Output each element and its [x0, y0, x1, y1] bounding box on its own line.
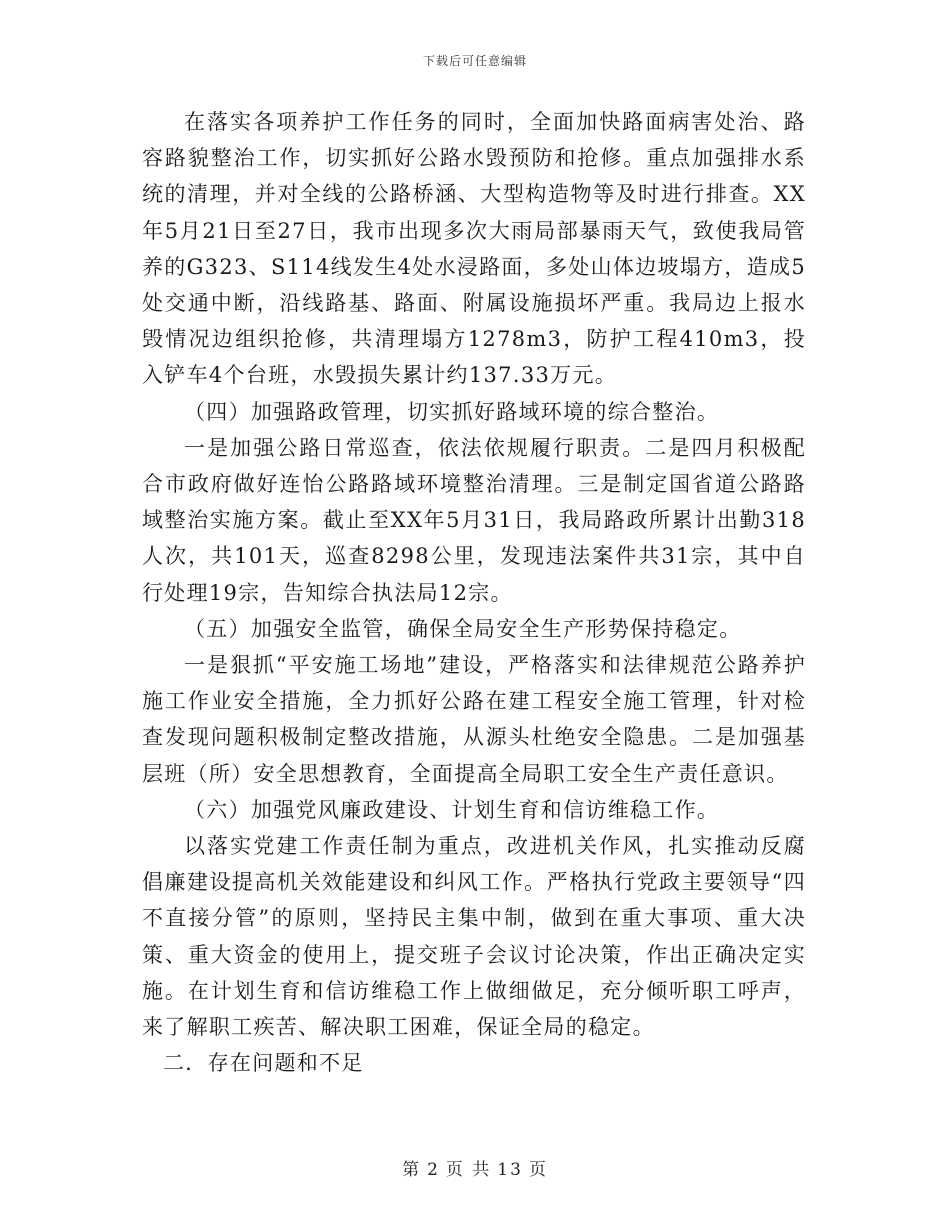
paragraph-maintenance: 在落实各项养护工作任务的同时，全面加快路面病害处治、路容路貌整治工作，切实抓好公路水毁预防和抢修。重点加强排水系统的清理，并对全线的公路桥涵、大型构造物等及时进行排查。XX年5月21日至27日，我市出现多次大雨局部暴雨天气，致使我局管养的G323、S114线发生4处水浸路面，多处山体边坡塌方，造成5处交通中断，沿线路基、路面、附属设施损坏严重。我局边上报水毁情况边组织抢修，共清理塌方1278m3，防护工程410m3，投入铲车4个台班，水毁损失累计约137.33万元。 [142, 110, 806, 388]
footer-total-pages: 13 [497, 1160, 523, 1180]
section-heading-road-administration: （四）加强路政管理，切实抓好路域环境的综合整治。 [184, 399, 720, 424]
paragraph-safety: 一是狠抓“平安施工场地”建设，严格落实和法律规范公路养护施工作业安全措施，全力抓好公路在建工程安全施工管理，针对检查发现问题积极制定整改措施，从源头杜绝安全隐患。二是加强基层班（所）安全思想教育，全面提高全局职工安全生产责任意识。 [142, 653, 806, 786]
document-body [142, 104, 806, 1081]
paragraph-road-administration: 一是加强公路日常巡查，依法依规履行职责。二是四月积极配合市政府做好连怡公路路域环境整治清理。三是制定国省道公路路域整治实施方案。截止至XX年5月31日，我局路政所累计出勤318人次，共101天，巡查8298公里，发现违法案件共31宗，其中自行处理19宗，告知综合执法局12宗。 [142, 435, 806, 605]
paragraph-party-building: 以落实党建工作责任制为重点，改进机关作风，扎实推动反腐倡廉建设提高机关效能建设和纠风工作。严格执行党政主要领导“四不直接分管”的原则，坚持民主集中制，做到在重大事项、重大决策、重大资金的使用上，提交班子会议讨论决策，作出正确决定实施。在计划生育和信访维稳工作上做细做足，充分倾听职工呼声，来了解职工疾苦、解决职工困难，保证全局的稳定。 [142, 834, 806, 1040]
section-heading-party-building: （六）加强党风廉政建设、计划生育和信访维稳工作。 [184, 797, 720, 822]
footer-prefix: 第 [402, 1160, 422, 1180]
footer-current-page: 2 [427, 1160, 440, 1180]
footer-middle: 页 共 [445, 1160, 492, 1180]
section-heading-problems: 二．存在问题和不足 [163, 1051, 364, 1076]
page-footer [0, 1155, 950, 1180]
footer-suffix: 页 [528, 1160, 548, 1180]
page-header: 下载后可任意编辑 [422, 54, 527, 68]
section-heading-safety: （五）加强安全监管，确保全局安全生产形势保持稳定。 [184, 616, 742, 641]
